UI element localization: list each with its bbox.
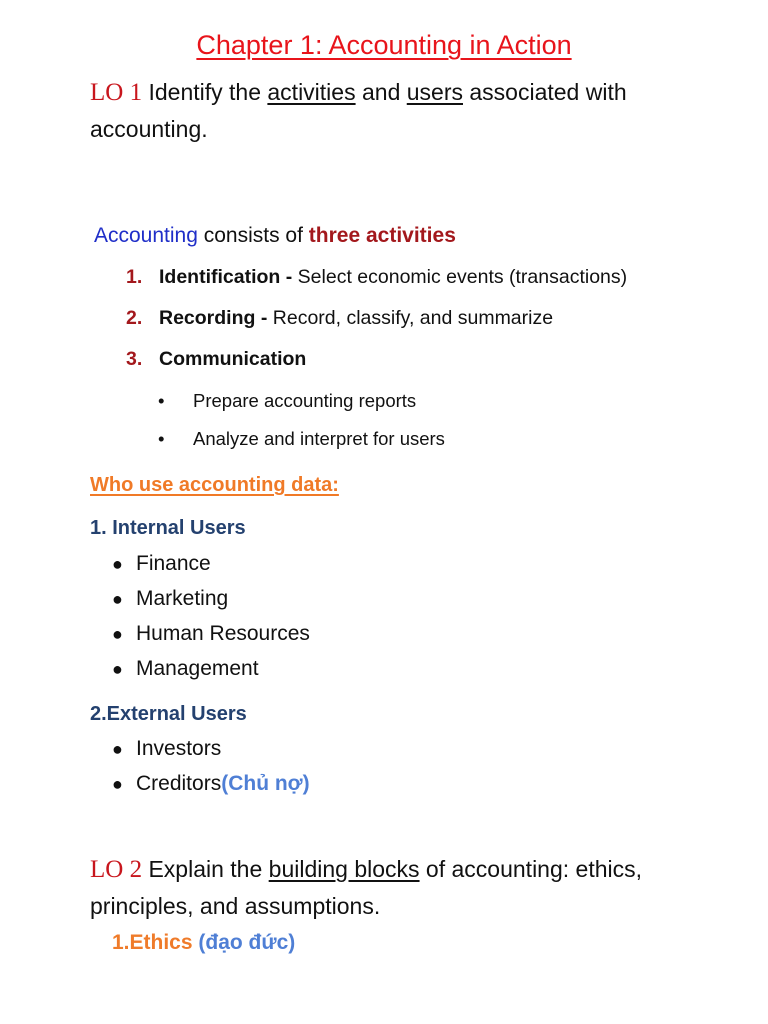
activity-number: 3. bbox=[126, 348, 143, 370]
activity-title: Identification - bbox=[159, 266, 293, 288]
lo2-text-2: of accounting: ethics, principles, and assumptions. bbox=[90, 856, 643, 919]
chapter-title: Chapter 1: Accounting in Action bbox=[196, 30, 572, 60]
list-item bbox=[112, 772, 310, 807]
list-item bbox=[158, 390, 445, 428]
list-item-text: Marketing bbox=[136, 587, 229, 610]
list-item bbox=[112, 587, 310, 622]
lo1-activities-term: activities bbox=[267, 79, 356, 105]
lo2-label: LO 2 bbox=[90, 856, 143, 883]
lo1-text-1: Identify the bbox=[142, 79, 268, 105]
bullet: ● bbox=[112, 624, 123, 644]
activity-title: Recording - bbox=[159, 307, 268, 329]
bullet: ● bbox=[112, 554, 123, 574]
lo1-text-2: and bbox=[355, 79, 407, 105]
vietnamese-translation: (Chủ nợ) bbox=[221, 772, 310, 795]
internal-users-list bbox=[112, 552, 310, 692]
activity-number: 2. bbox=[126, 307, 143, 329]
activity-title: Communication bbox=[159, 348, 307, 370]
bullet: ● bbox=[112, 589, 123, 609]
external-users-heading: 2.External Users bbox=[90, 703, 247, 725]
lo1-label: LO 1 bbox=[90, 79, 143, 106]
activity-item bbox=[126, 348, 627, 389]
activity-description: Select economic events (transactions) bbox=[292, 266, 628, 288]
activities-list bbox=[126, 266, 627, 389]
list-item-text: Prepare accounting reports bbox=[193, 390, 417, 411]
accounting-term: Accounting bbox=[94, 224, 198, 247]
activity-description: Record, classify, and summarize bbox=[267, 307, 554, 329]
bullet: • bbox=[158, 390, 165, 411]
list-item bbox=[112, 552, 310, 587]
lo1-text-3: associated with accounting. bbox=[90, 79, 627, 142]
list-item bbox=[158, 428, 445, 466]
list-item-text: Finance bbox=[136, 552, 211, 575]
bullet: ● bbox=[112, 774, 123, 794]
activity-number: 1. bbox=[126, 266, 143, 288]
activity-item bbox=[126, 307, 627, 348]
three-activities-term: three activities bbox=[308, 224, 456, 247]
external-users-list bbox=[112, 737, 310, 807]
list-item bbox=[112, 622, 310, 657]
list-item-text: Management bbox=[136, 657, 259, 680]
lo2-text-1: Explain the bbox=[142, 856, 269, 882]
bullet: ● bbox=[112, 659, 123, 679]
ethics-vietnamese: (đạo đức) bbox=[192, 931, 296, 954]
list-item bbox=[112, 737, 310, 772]
learning-objective-1 bbox=[90, 74, 670, 148]
accounting-intro bbox=[94, 224, 456, 248]
intro-middle-text: consists of bbox=[197, 224, 309, 247]
activity-item bbox=[126, 266, 627, 307]
lo1-users-term: users bbox=[406, 79, 463, 105]
communication-sublist bbox=[158, 390, 445, 466]
lo2-building-blocks-term: building blocks bbox=[268, 856, 420, 882]
internal-users-heading: 1. Internal Users bbox=[90, 517, 246, 539]
list-item bbox=[112, 657, 310, 692]
ethics-label: 1.Ethics bbox=[112, 931, 193, 954]
bullet: ● bbox=[112, 739, 123, 759]
bullet: • bbox=[158, 428, 165, 449]
list-item-text: Investors bbox=[136, 737, 222, 760]
learning-objective-2 bbox=[90, 851, 690, 925]
list-item-text: Human Resources bbox=[136, 622, 310, 645]
who-uses-heading: Who use accounting data: bbox=[90, 474, 339, 496]
ethics-heading bbox=[112, 931, 295, 955]
list-item-text: Creditors bbox=[136, 772, 222, 795]
list-item-text: Analyze and interpret for users bbox=[193, 428, 445, 449]
